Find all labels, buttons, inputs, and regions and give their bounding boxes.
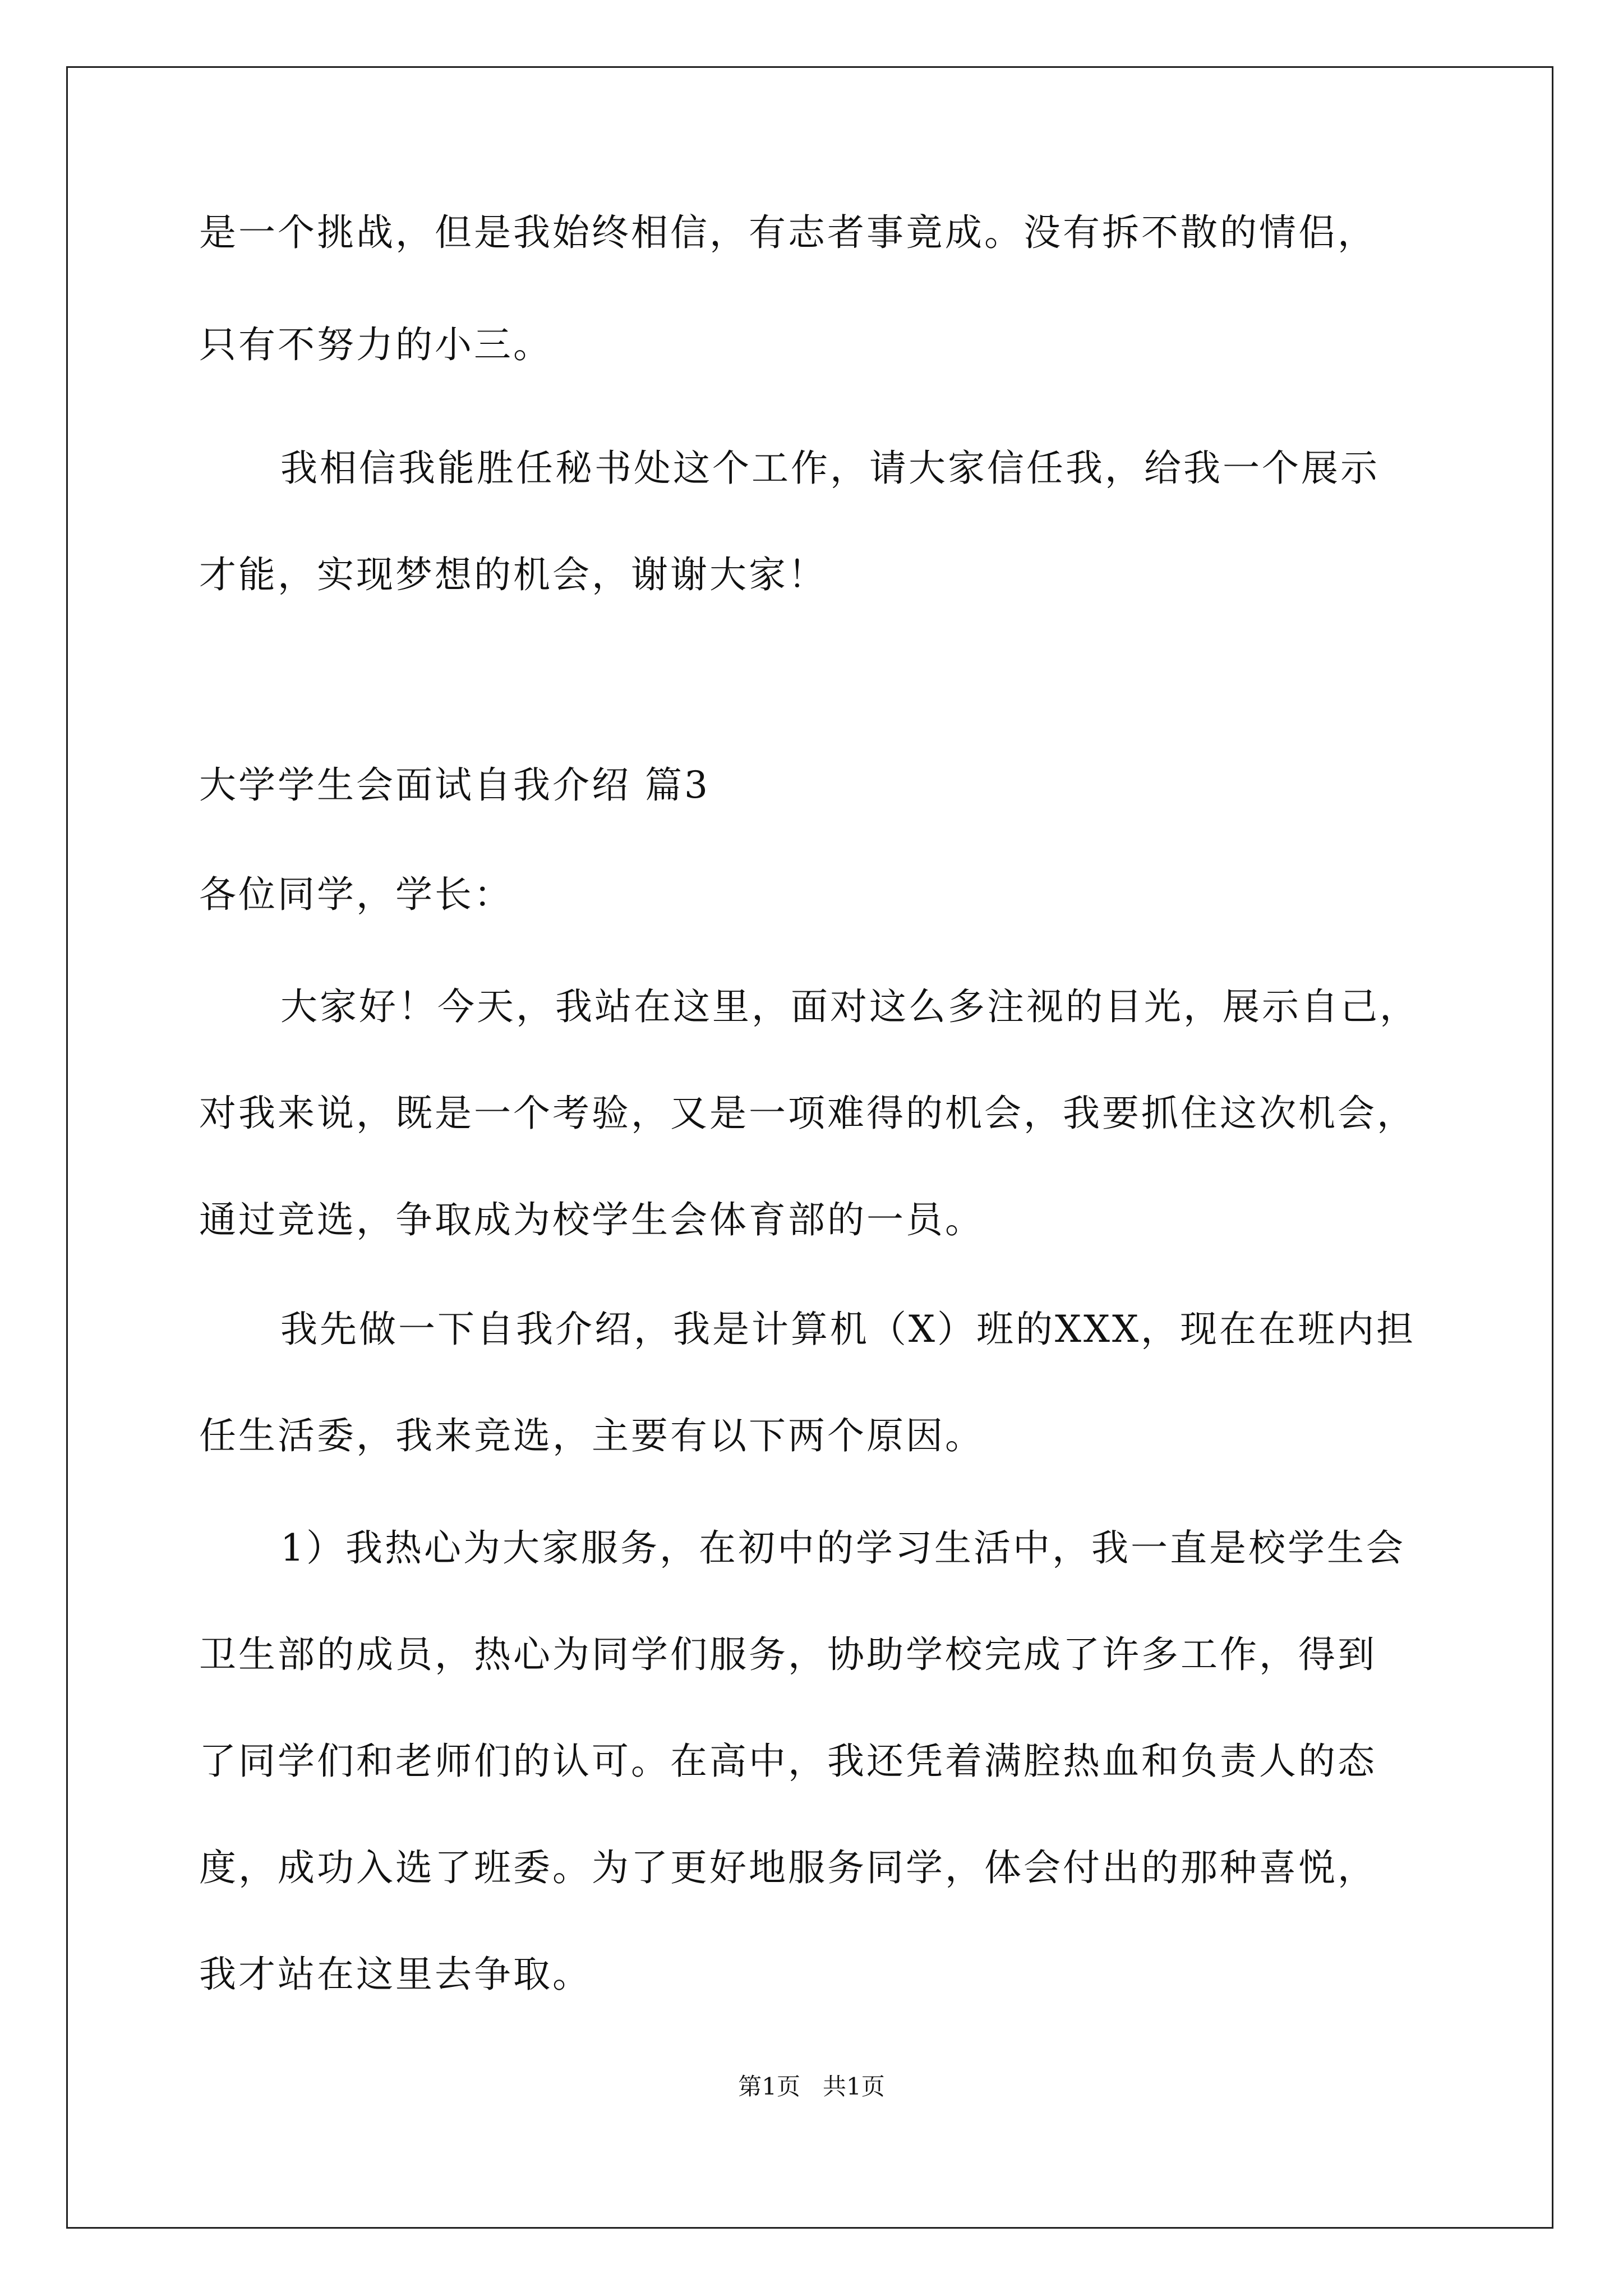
text-line: 我相信我能胜任秘书处这个工作，请大家信任我，给我一个展示 xyxy=(280,447,1380,490)
text-line: 对我来说，既是一个考验，又是一项难得的机会，我要抓住这次机会， xyxy=(199,1092,1416,1135)
page-border xyxy=(66,66,1553,2229)
text-line: 大家好！今天，我站在这里，面对这么多注视的目光，展示自己， xyxy=(280,985,1419,1028)
text-line: 度，成功入选了班委。为了更好地服务同学，体会付出的那种喜悦， xyxy=(199,1846,1377,1889)
salutation: 各位同学，学长： xyxy=(199,873,513,916)
text-line: 了同学们和老师们的认可。在高中，我还凭着满腔热血和负责人的态 xyxy=(199,1740,1377,1783)
text-line: 才能，实现梦想的机会，谢谢大家！ xyxy=(199,553,827,596)
text-line: 1）我热心为大家服务，在初中的学习生活中，我一直是校学生会 xyxy=(280,1526,1405,1570)
section-heading: 大学学生会面试自我介绍 篇3 xyxy=(199,763,710,807)
text-line: 任生活委，我来竞选，主要有以下两个原因。 xyxy=(199,1414,984,1457)
text-line: 卫生部的成员，热心为同学们服务，协助学校完成了许多工作，得到 xyxy=(199,1633,1377,1676)
text-line: 只有不努力的小三。 xyxy=(199,323,552,366)
text-line: 我才站在这里去争取。 xyxy=(199,1953,592,1996)
text-line: 我先做一下自我介绍，我是计算机（X）班的XXX，现在在班内担 xyxy=(280,1308,1415,1351)
text-line: 通过竞选，争取成为校学生会体育部的一员。 xyxy=(199,1198,984,1241)
text-line: 是一个挑战，但是我始终相信，有志者事竟成。没有拆不散的情侣， xyxy=(199,211,1377,254)
page-number-footer: 第1页 共1页 xyxy=(738,2073,885,2100)
